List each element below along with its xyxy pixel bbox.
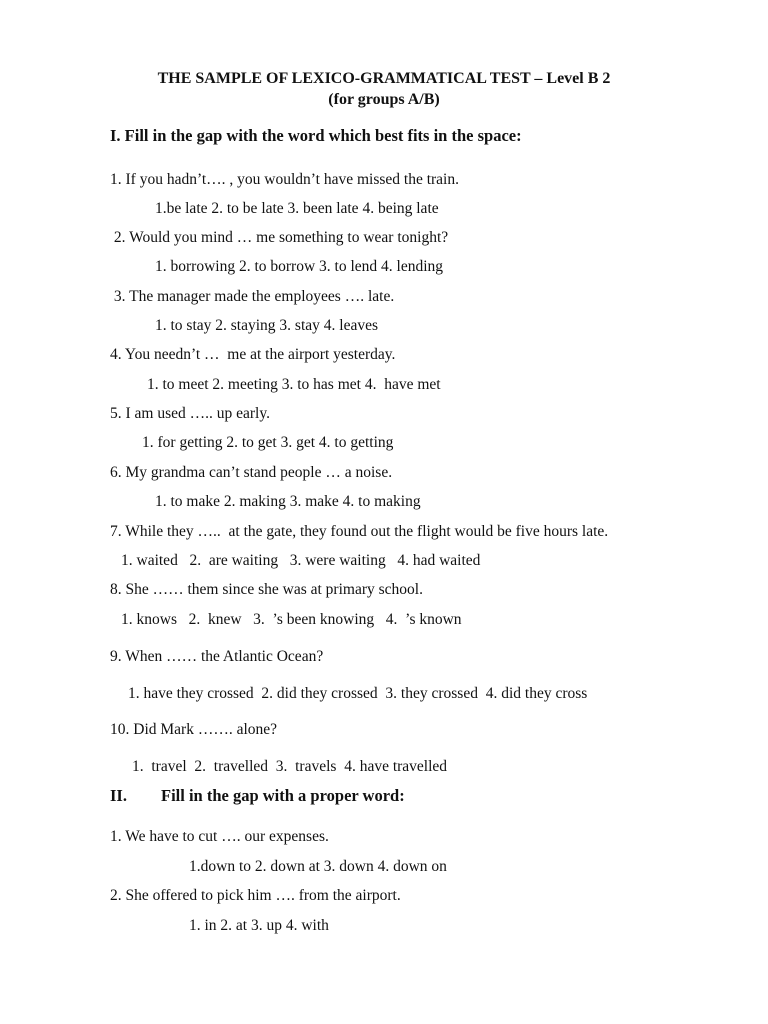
question-1-5: 5. I am used ….. up early. [110,405,270,422]
question-1-10: 10. Did Mark ……. alone? [110,721,278,738]
options-1-7: 1. waited 2. are waiting 3. were waiting 4. had waited [121,552,481,569]
options-1-6: 1. to make 2. making 3. make 4. to making [155,493,421,510]
options-2-1: 1.down to 2. down at 3. down 4. down on [189,858,447,875]
section-1-heading: I. Fill in the gap with the word which best fits in the space: [110,126,522,145]
section-2-heading-text: Fill in the gap with a proper word: [161,786,405,805]
question-1-4: 4. You needn’t … me at the airport yesterday. [110,346,396,363]
section-2-heading [110,788,405,805]
options-1-5: 1. for getting 2. to get 3. get 4. to getting [142,434,394,451]
options-1-2: 1. borrowing 2. to borrow 3. to lend 4. lending [155,258,444,275]
options-1-1: 1.be late 2. to be late 3. been late 4. being late [155,200,439,217]
options-1-9: 1. have they crossed 2. did they crossed 3. they crossed 4. did they cross [128,685,588,702]
page-subtitle: (for groups A/B) [328,91,440,108]
options-1-4: 1. to meet 2. meeting 3. to has met 4. have met [147,376,441,393]
question-2-1: 1. We have to cut …. our expenses. [110,828,329,845]
question-2-2: 2. She offered to pick him …. from the airport. [110,887,401,904]
page-title: THE SAMPLE OF LEXICO-GRAMMATICAL TEST – Level B 2 [157,70,611,87]
question-1-2: 2. Would you mind … me something to wear tonight? [110,229,449,246]
options-1-10: 1. travel 2. travelled 3. travels 4. have travelled [132,758,448,775]
question-1-9: 9. When …… the Atlantic Ocean? [110,648,324,665]
question-1-7: 7. While they ….. at the gate, they found out the flight would be five hours late. [110,523,609,540]
question-1-1: 1. If you hadn’t…. , you wouldn’t have missed the train. [110,171,459,188]
options-1-3: 1. to stay 2. staying 3. stay 4. leaves [155,317,378,334]
question-1-3: 3. The manager made the employees …. late. [110,288,395,305]
options-1-8: 1. knows 2. knew 3. ’s been knowing 4. ’s known [121,611,462,628]
question-1-6: 6. My grandma can’t stand people … a noise. [110,464,393,481]
section-2-numeral: II. [110,786,127,805]
options-2-2: 1. in 2. at 3. up 4. with [189,917,329,934]
question-1-8: 8. She …… them since she was at primary school. [110,581,423,598]
